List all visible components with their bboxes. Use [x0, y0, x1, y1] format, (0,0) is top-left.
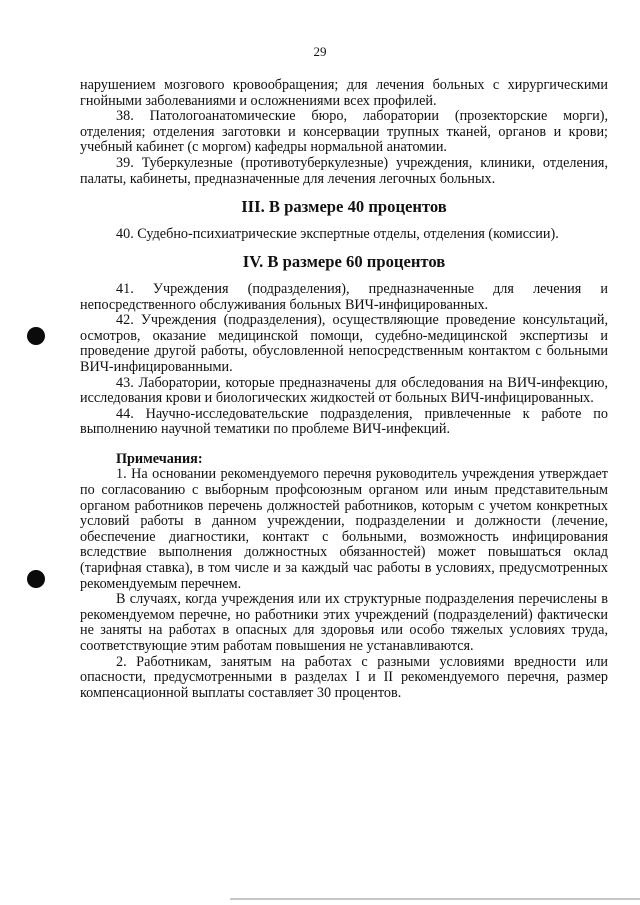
note-1: 1. На основании рекомендуемого перечня руководитель учреждения утверждает по согласованию с выборным профсоюзным органом или иным представительным органом работников перечень должностей работников, которым с учетом конкретных условий работы в данном учреждении, подразделении и должности (лечение, обеспечение диагностики, контакт с больными, возможность инфицирования вследствие выполнения должностных обязанностей) может повышаться оклад (тарифная ставка), в том числе и за каждый час работы в условиях, предусмотренных рекомендуемым перечнем. — [80, 466, 608, 592]
paragraph-item-42: 42. Учреждения (подразделения), осуществляющие проведение консультаций, осмотров, оказание медицинской помощи, судебно-медицинской экспертизы и проведение другой работы, обусловленной непосредственным контактом с больными ВИЧ-инфицированными. — [80, 312, 608, 375]
punch-hole — [27, 327, 45, 345]
note-1-continued: В случаях, когда учреждения или их структурные подразделения перечислены в рекомендуемом перечне, но работники этих учреждений (подразделений) фактически не заняты на работах в опасных для здоровья или особо тяжелых условиях труда, соответствующие этим работам повышения не устанавливаются. — [80, 591, 608, 654]
paragraph-item-39: 39. Туберкулезные (противотуберкулезные) учреждения, клиники, отделения, палаты, кабинеты, предназначенные для лечения легочных больных. — [80, 154, 608, 187]
notes-title: Примечания: — [116, 450, 203, 467]
paragraph-item-40: 40. Судебно-психиатрические экспертные отделы, отделения (комиссии). — [116, 225, 559, 242]
punch-hole — [27, 570, 45, 588]
paragraph-item-44: 44. Научно-исследовательские подразделения, привлеченные к работе по выполнению научной тематики по проблеме ВИЧ-инфекций. — [80, 405, 608, 438]
page-number: 29 — [313, 44, 327, 59]
paragraph-item-41: 41. Учреждения (подразделения), предназначенные для лечения и непосредственного обслуживания больных ВИЧ-инфицированных. — [80, 280, 608, 313]
section-heading-iv: IV. В размере 60 процентов — [242, 252, 446, 272]
paragraph-continued: нарушением мозгового кровообращения; для лечения больных с хирургическими гнойными заболеваниями и осложнениями всех профилей. — [80, 77, 608, 109]
paragraph-item-43: 43. Лаборатории, которые предназначены для обследования на ВИЧ-инфекцию, исследования крови и биологических жидкостей от больных ВИЧ-инфицированных. — [80, 374, 608, 407]
paragraph-item-38: 38. Патологоанатомические бюро, лаборатории (прозекторские морги), отделения; отделения заготовки и консервации трупных тканей, органов и крови; учебный кабинет (с моргом) кафедры нормальной анатомии. — [80, 108, 608, 156]
document-body — [80, 78, 608, 701]
note-2: 2. Работникам, занятым на работах с разными условиями вредности или опасности, предусмотренными в разделах I и II рекомендуемого перечня, размер компенсационной выплаты составляет 30 процентов. — [80, 653, 608, 701]
scan-edge-line — [230, 898, 640, 900]
section-heading-iii: III. В размере 40 процентов — [241, 197, 447, 217]
